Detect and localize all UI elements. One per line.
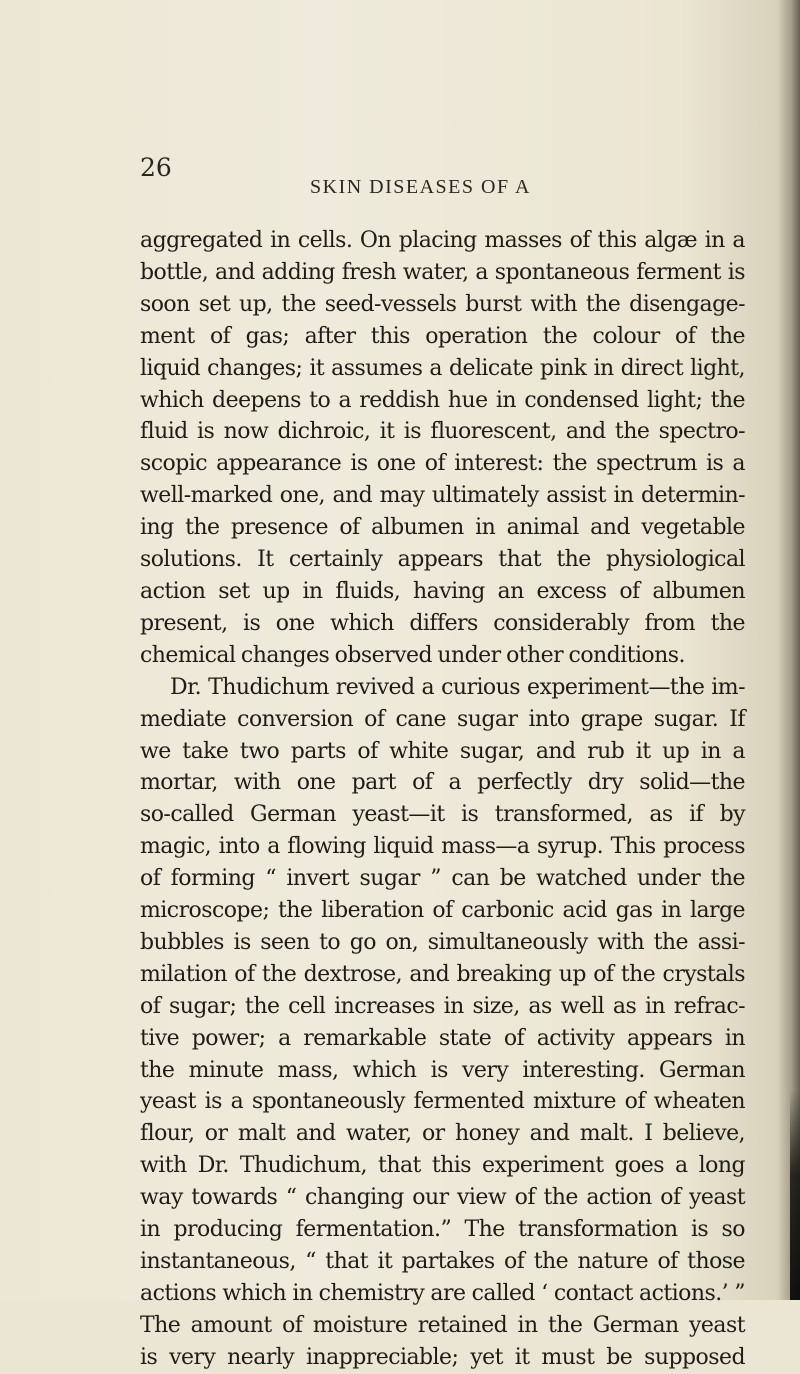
text-line: soon set up, the seed-vessels burst with the disengage- [140,291,745,317]
text-line: is very nearly inappreciable; yet it must be supposed [140,1344,745,1370]
text-line: solutions. It certainly appears that the physiological [140,547,745,573]
text-line: ing the presence of albumen in animal and vegetable [140,515,745,541]
text-line: in producing fermentation.” The transformation is so [140,1217,745,1243]
text-line: Dr. Thudichum revived a curious experiment—the im- [170,674,745,700]
text-line: which deepens to a reddish hue in condensed light; the [140,387,745,413]
text-line: scopic appearance is one of interest: the spectrum is a [140,451,745,477]
text-line: instantaneous, “ that it partakes of the nature of those [140,1249,745,1274]
text-line: chemical changes observed under other conditions. [140,642,685,668]
text-line: ment of gas; after this operation the colour of the [140,323,745,349]
text-line: microscope; the liberation of carbonic acid gas in large [140,898,745,924]
text-line: of sugar; the cell increases in size, as well as in refrac- [140,993,745,1019]
text-line: mortar, with one part of a perfectly dry solid—the [140,770,745,796]
text-line: mediate conversion of cane sugar into grape sugar. If [140,706,745,732]
text-line: present, is one which differs considerably from the [140,610,745,636]
text-line: The amount of moisture retained in the German yeast [140,1312,745,1338]
text-line: way towards “ changing our view of the action of yeast [140,1185,745,1211]
text-line: the minute mass, which is very interesting. German [140,1057,745,1083]
text-line: well-marked one, and may ultimately assist in determin- [140,483,745,509]
text-line: yeast is a spontaneously fermented mixture of wheaten [140,1089,745,1115]
text-line: fluid is now dichroic, it is fluorescent, and the spectro- [140,419,745,445]
text-line: bubbles is seen to go on, simultaneously with the assi- [140,929,745,955]
text-line: flour, or malt and water, or honey and malt. I believe, [140,1121,745,1147]
page-number: 26 [140,153,172,182]
text-line: so-called German yeast—it is transformed, as if by [140,802,745,828]
text-line: we take two parts of white sugar, and rub it up in a [140,738,745,764]
text-line: milation of the dextrose, and breaking up of the crystals [140,961,745,987]
page-edge-dark [790,1090,800,1300]
body-text [140,225,745,1374]
text-line: of forming “ invert sugar ” can be watched under the [140,866,745,892]
running-head: SKIN DISEASES OF A [310,176,531,198]
text-line: actions which in chemistry are called ‘ contact actions.’ ” [140,1280,745,1306]
text-line: with Dr. Thudichum, that this experiment goes a long [140,1153,745,1179]
text-line: magic, into a flowing liquid mass—a syrup. This process [140,834,745,860]
text-line: aggregated in cells. On placing masses of this algæ in a [140,228,745,253]
text-line: bottle, and adding fresh water, a spontaneous ferment is [140,259,745,285]
text-line: liquid changes; it assumes a delicate pink in direct light, [140,355,745,381]
text-line: tive power; a remarkable state of activity appears in [140,1025,745,1051]
text-line: action set up in fluids, having an excess of albumen [140,578,745,604]
